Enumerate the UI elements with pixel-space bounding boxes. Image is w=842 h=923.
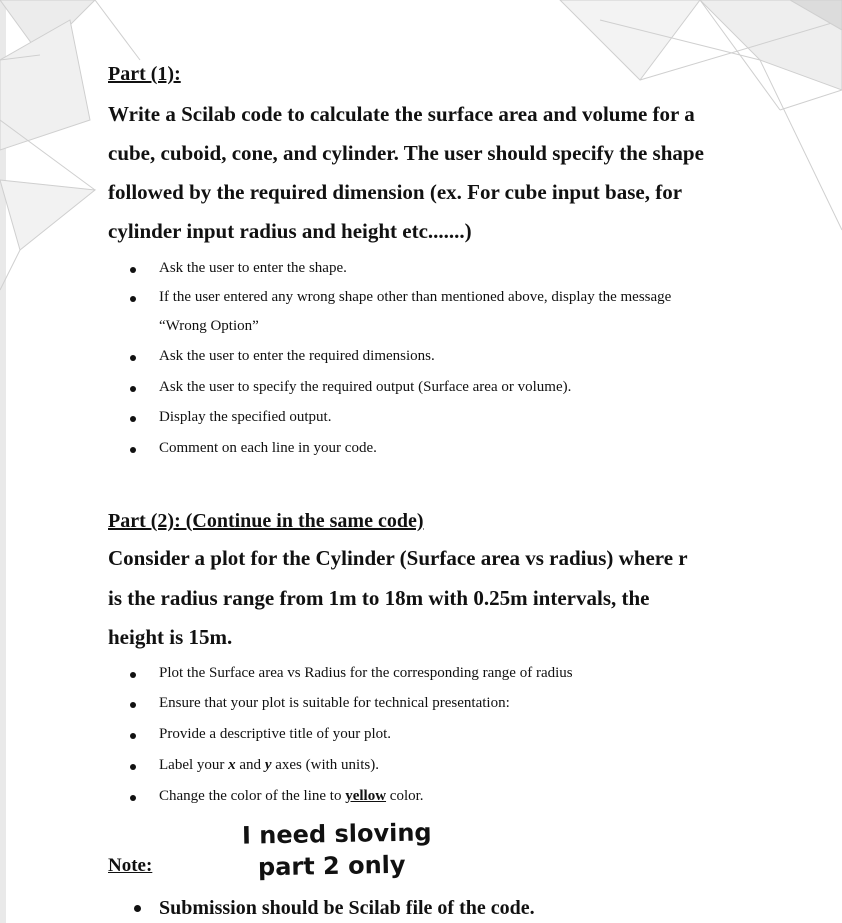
bullet-text: Display the specified output. xyxy=(159,409,332,425)
label-bullet-after: axes (with units). xyxy=(271,757,379,773)
part2-paragraph-line-3: height is 15m. xyxy=(108,625,233,649)
part1-paragraph-line-3: followed by the required dimension (ex. For cube input base, for xyxy=(108,180,683,204)
label-bullet-before: Label your xyxy=(159,757,229,773)
y-variable: y xyxy=(264,757,272,773)
bullet-text: Ask the user to enter the required dimensions. xyxy=(159,348,435,364)
part1-paragraph-line-2: cube, cuboid, cone, and cylinder. The user should specify the shape xyxy=(108,141,704,165)
bullet-text xyxy=(159,757,379,774)
bullet-text: If the user entered any wrong shape other than mentioned above, display the message xyxy=(159,289,672,305)
bullet-text: Provide a descriptive title of your plot. xyxy=(159,726,392,742)
bullet-text: Comment on each line in your code. xyxy=(159,440,377,456)
part1-heading: Part (1): xyxy=(108,63,181,85)
part2-heading: Part (2): (Continue in the same code) xyxy=(108,510,424,532)
label-bullet-middle: and xyxy=(235,757,265,773)
part1-paragraph-line-4: cylinder input radius and height etc.......) xyxy=(108,219,472,243)
bullet-text: Plot the Surface area vs Radius for the corresponding range of radius xyxy=(159,665,573,681)
bullet-text: Ask the user to enter the shape. xyxy=(159,260,347,276)
part2-paragraph-line-1: Consider a plot for the Cylinder (Surface area vs radius) where r xyxy=(108,546,688,570)
handwritten-note-line-2: part 2 only xyxy=(257,850,406,882)
bullet-text: Ensure that your plot is suitable for technical presentation: xyxy=(159,695,510,711)
part2-paragraph-line-2: is the radius range from 1m to 18m with 0.25m intervals, the xyxy=(108,586,650,610)
bullet-text xyxy=(159,788,424,805)
part1-bullet-2-continuation: “Wrong Option” xyxy=(159,318,259,334)
handwritten-note-line-1: I need sloving xyxy=(241,818,432,850)
note-label: Note: xyxy=(108,855,153,876)
page-left-edge xyxy=(0,0,6,923)
color-bullet-suffix: color. xyxy=(386,788,424,804)
note-bullet-text: Submission should be Scilab file of the code. xyxy=(159,897,535,919)
bullet-text: Ask the user to specify the required output (Surface area or volume). xyxy=(159,379,572,395)
color-bullet-prefix: Change the color of the line to xyxy=(159,788,342,804)
yellow-word: yellow xyxy=(345,788,387,804)
part1-paragraph-line-1: Write a Scilab code to calculate the surface area and volume for a xyxy=(108,102,695,126)
x-variable: x xyxy=(228,757,236,773)
